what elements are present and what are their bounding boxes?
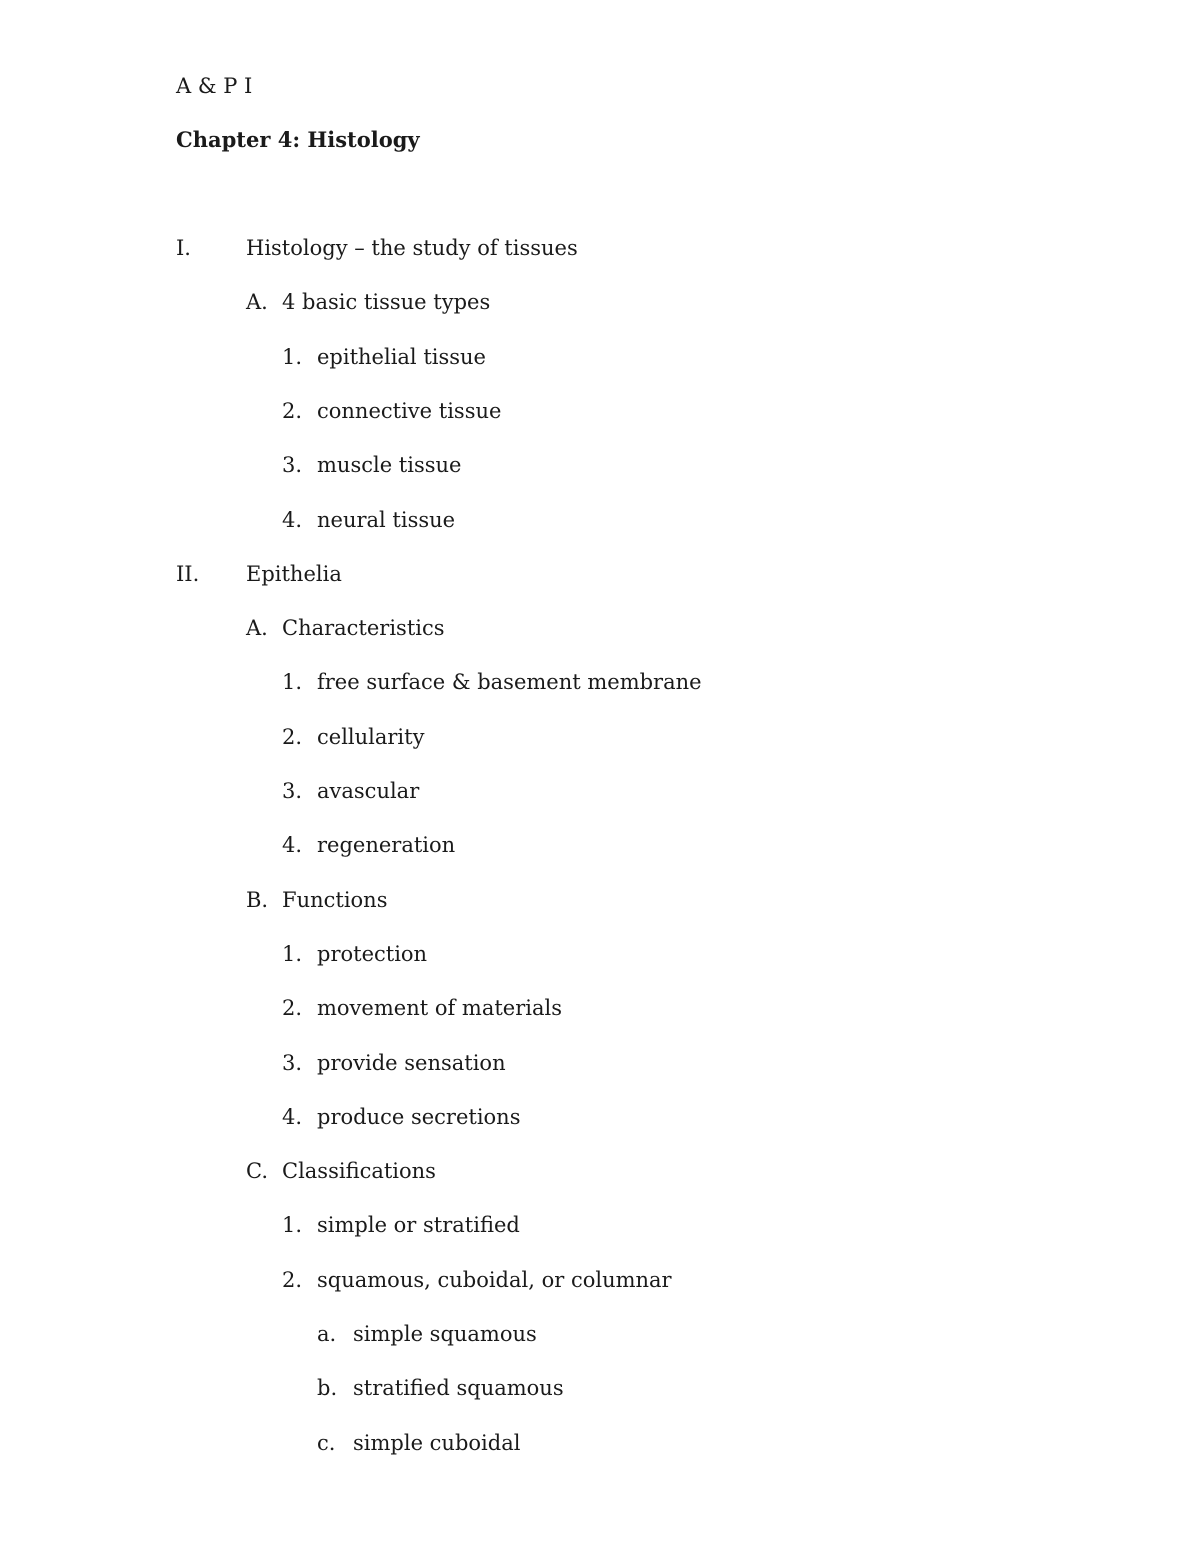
outline-marker: I. xyxy=(176,236,191,260)
outline-marker: 2. xyxy=(282,399,303,423)
outline-marker: 4. xyxy=(282,833,303,857)
outline-marker: a. xyxy=(317,1322,337,1346)
outline-marker: 3. xyxy=(282,453,303,477)
outline-text: Classifications xyxy=(282,1159,436,1183)
outline-marker: 2. xyxy=(282,725,303,749)
outline-marker: 2. xyxy=(282,996,303,1020)
outline-text: simple squamous xyxy=(353,1322,537,1346)
outline-marker: II. xyxy=(176,562,200,586)
outline-marker: 1. xyxy=(282,942,303,966)
course-title: A & P I xyxy=(176,74,253,98)
outline-marker: 1. xyxy=(282,345,303,369)
outline-marker: 2. xyxy=(282,1268,303,1292)
outline-marker: C. xyxy=(246,1159,268,1183)
outline-marker: 4. xyxy=(282,508,303,532)
outline-text: Functions xyxy=(282,888,388,912)
outline-text: movement of materials xyxy=(317,996,562,1020)
outline-text: squamous, cuboidal, or columnar xyxy=(317,1268,672,1292)
outline-text: regeneration xyxy=(317,833,456,857)
outline-marker: A. xyxy=(246,616,268,640)
outline-text: produce secretions xyxy=(317,1105,521,1129)
outline-text: free surface & basement membrane xyxy=(317,670,702,694)
outline-text: avascular xyxy=(317,779,420,803)
outline-text: muscle tissue xyxy=(317,453,462,477)
outline-text: connective tissue xyxy=(317,399,502,423)
outline-text: epithelial tissue xyxy=(317,345,486,369)
outline-text: simple cuboidal xyxy=(353,1431,521,1455)
outline-text: stratified squamous xyxy=(353,1376,564,1400)
outline-marker: 3. xyxy=(282,779,303,803)
outline-text: simple or stratified xyxy=(317,1213,520,1237)
outline-text: Epithelia xyxy=(246,562,342,586)
outline-marker: 3. xyxy=(282,1051,303,1075)
outline-text: 4 basic tissue types xyxy=(282,290,491,314)
outline-text: Histology – the study of tissues xyxy=(246,236,578,260)
outline-text: protection xyxy=(317,942,428,966)
outline-marker: B. xyxy=(246,888,269,912)
outline-marker: b. xyxy=(317,1376,338,1400)
outline-marker: A. xyxy=(246,290,268,314)
chapter-title: Chapter 4: Histology xyxy=(176,127,420,152)
outline-text: neural tissue xyxy=(317,508,456,532)
outline-marker: 4. xyxy=(282,1105,303,1129)
outline-marker: c. xyxy=(317,1431,336,1455)
outline-marker: 1. xyxy=(282,670,303,694)
outline-marker: 1. xyxy=(282,1213,303,1237)
outline-text: cellularity xyxy=(317,725,425,749)
outline-text: Characteristics xyxy=(282,616,445,640)
outline-text: provide sensation xyxy=(317,1051,506,1075)
